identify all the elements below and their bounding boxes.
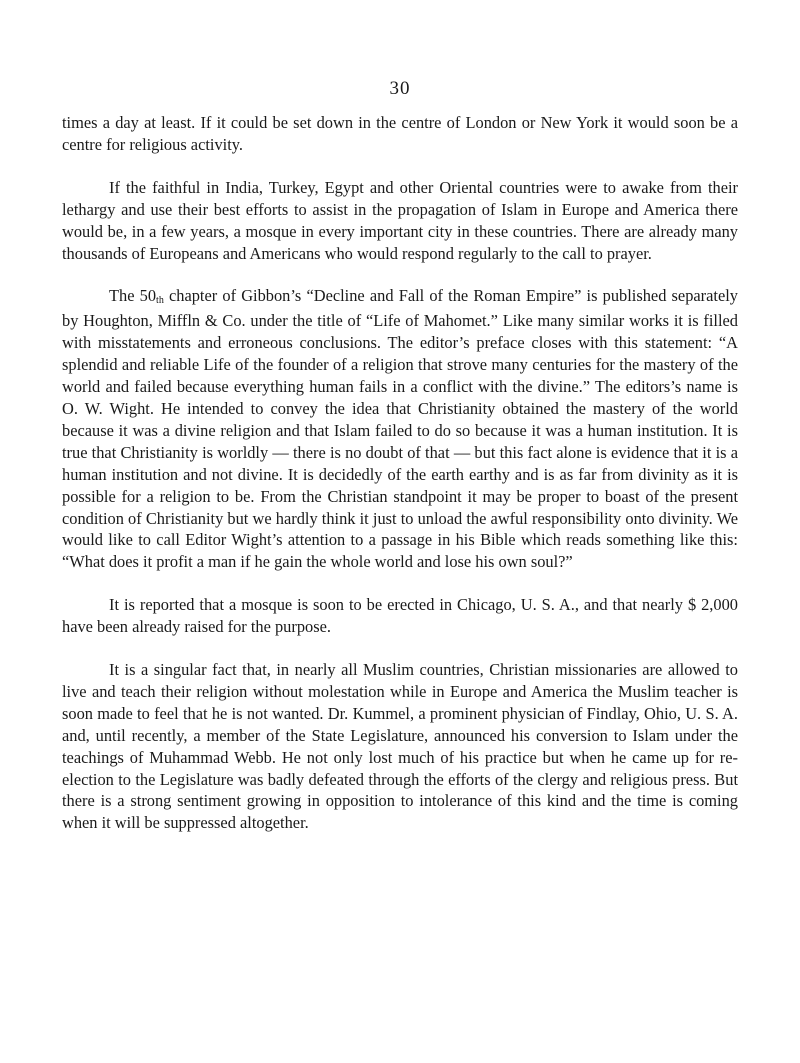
- paragraph-oriental-countries: If the faithful in India, Turkey, Egypt and other Oriental countries were to awake from their lethargy and use their best efforts to assist in the propagation of Islam in Europe and America there would be, in a few years, a mosque in every important city in these countries. There are already many thousands of Europeans and Americans who would respond regularly to the call to prayer.: [62, 177, 738, 263]
- paragraph-gibbon-body: chapter of Gibbon’s “Decline and Fall of the Roman Empire” is published separately by Houghton, Miffln & Co. under the title of “Life of Mahomet.” Like many similar works it is filled with misstatements and erroneous conclusions. The editor’s preface closes with this statement: “A splendid and reliable Life of the founder of a religion that strove many centuries for the mastery of the world and failed because everything human fails in a conflict with the divine.” The editors’s name is O. W. Wight. He intended to convey the idea that Christianity obtained the mastery of the world because it was a divine religion and that Islam failed to do so because it was a human institution. It is true that Christianity is worldly — there is no doubt of that — but this fact alone is evidence that it is a human institution and not divine. It is decidedly of the earth earthy and is as far from divinity as it is possible for a religion to be. From the Christian standpoint it may be proper to boast of the present condition of Christianity but we hardly think it just to unload the awful responsibility onto divinity. We would like to call Editor Wight’s attention to a passage in his Bible which reads something like this: “What does it profit a man if he gain the whole world and lose his own soul?”: [62, 286, 738, 572]
- paragraph-continuation: times a day at least. If it could be set down in the centre of London or New York it would soon be a centre for religious activity.: [62, 113, 738, 154]
- paragraph-gibbon-lead: The 50: [109, 286, 157, 306]
- ordinal-suffix: th: [156, 295, 164, 307]
- paragraph-gibbon-chapter: [62, 285, 738, 573]
- page-number: 30: [389, 78, 411, 99]
- paragraph-muslim-countries: It is a singular fact that, in nearly all Muslim countries, Christian missionaries are allowed to live and teach their religion without molestation while in Europe and America the Muslim teacher is soon made to feel that he is not wanted. Dr. Kummel, a prominent physician of Findlay, Ohio, U. S. A. and, until recently, a member of the State Legislature, announced his conversion to Islam under the teachings of Muhammad Webb. He not only lost much of his practice but when he came up for re-election to the Legislature was badly defeated through the efforts of the clergy and religious press. But there is a strong sentiment growing in opposition to intolerance of this kind and the time is coming when it will be suppressed altogether.: [62, 660, 738, 833]
- paragraph-chicago-mosque: It is reported that a mosque is soon to be erected in Chicago, U. S. A., and that nearly $ 2,000 have been already raised for the purpose.: [62, 595, 738, 637]
- document-page: [62, 76, 738, 834]
